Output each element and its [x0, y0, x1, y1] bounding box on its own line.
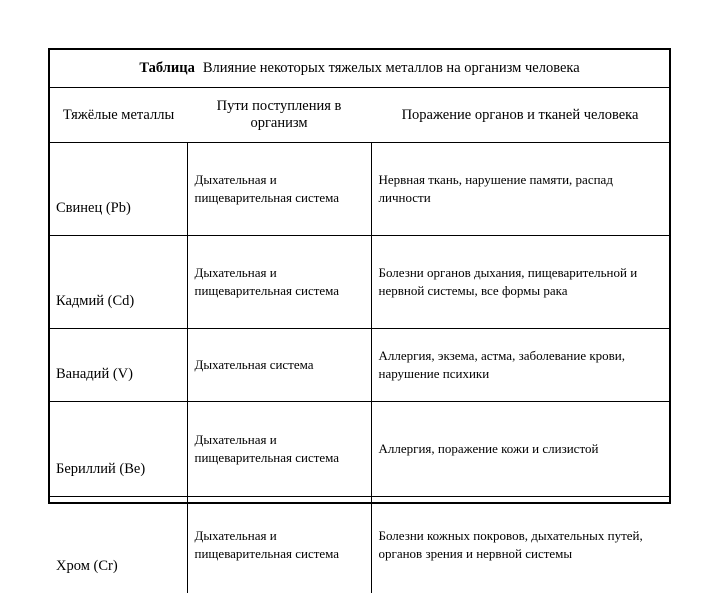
path-cell: Дыхательная и пищеварительная система [187, 236, 371, 329]
path-cell: Дыхательная и пищеварительная система [187, 143, 371, 236]
damage-cell: Болезни кожных покровов, дыхательных путей, органов зрения и нервной системы [371, 497, 669, 593]
path-cell: Дыхательная система [187, 329, 371, 402]
table-caption [50, 50, 669, 88]
damage-cell: Аллергия, экзема, астма, заболевание крови, нарушение психики [371, 329, 669, 402]
metal-cell: Свинец (Pb) [50, 143, 187, 236]
header-metals: Тяжёлые металлы [50, 88, 187, 143]
metal-cell: Бериллий (Be) [50, 402, 187, 497]
header-damage: Поражение органов и тканей человека [371, 88, 669, 143]
table-row [50, 402, 669, 497]
path-cell: Дыхательная и пищеварительная система [187, 497, 371, 593]
path-cell: Дыхательная и пищеварительная система [187, 402, 371, 497]
header-paths: Пути поступления в организм [187, 88, 371, 143]
header-row [50, 88, 669, 143]
table-row [50, 497, 669, 593]
metal-cell: Ванадий (V) [50, 329, 187, 402]
table-row [50, 329, 669, 402]
table-row [50, 236, 669, 329]
metals-table [50, 88, 669, 593]
table-row [50, 143, 669, 236]
damage-cell: Нервная ткань, нарушение памяти, распад личности [371, 143, 669, 236]
caption-text: Влияние некоторых тяжелых металлов на организм человека [203, 60, 580, 77]
metal-cell: Кадмий (Cd) [50, 236, 187, 329]
caption-label: Таблица [139, 60, 195, 77]
metal-cell: Хром (Cr) [50, 497, 187, 593]
damage-cell: Аллергия, поражение кожи и слизистой [371, 402, 669, 497]
table-frame [48, 48, 671, 504]
damage-cell: Болезни органов дыхания, пищеварительной и нервной системы, все формы рака [371, 236, 669, 329]
